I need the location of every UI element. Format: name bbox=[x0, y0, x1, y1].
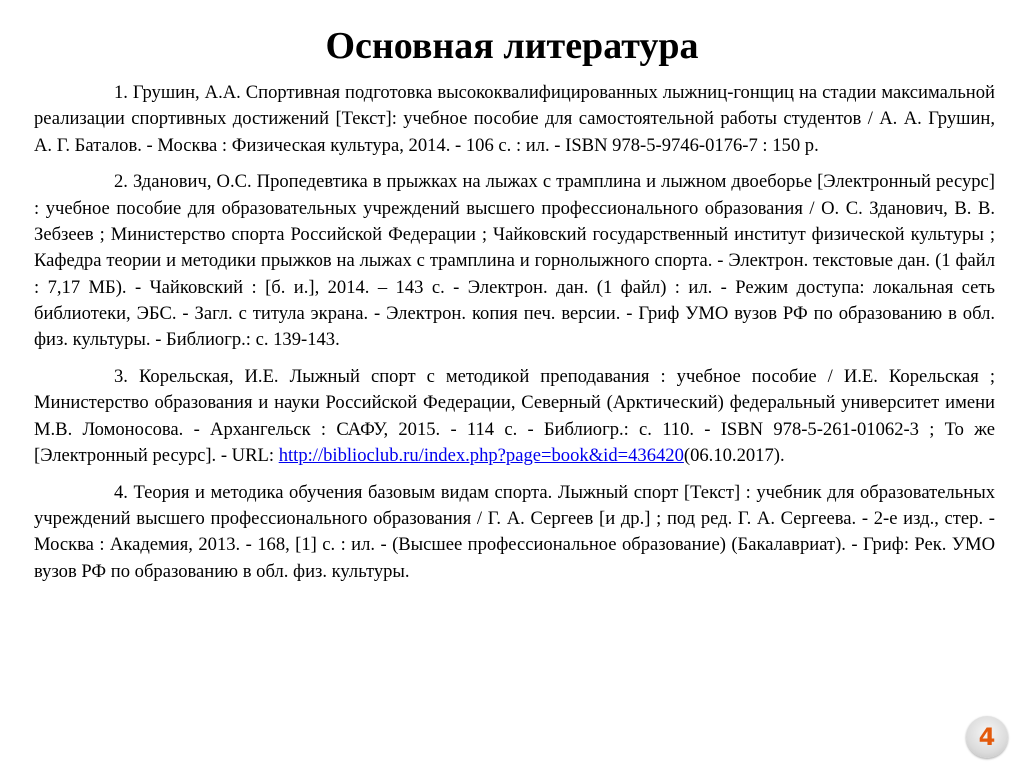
page-number-badge bbox=[966, 716, 1008, 758]
reference-text: 4. Теория и методика обучения базовым видам спорта. Лыжный спорт [Текст] : учебник для образовательных учреждений высшего профессионального образования / Г. А. Сергеев [и др.] ; под ред. Г. А. Сергеева. - 2-е изд., стер. - Москва : Академия, 2013. - 168, [1] с. : ил. - (Высшее профессиональное образование) (Бакалавриат). - Гриф: Рек. УМО вузов РФ по образованию в обл. физ. культуры. bbox=[34, 481, 995, 582]
slide-title: Основная литература bbox=[325, 25, 699, 67]
page-number: 4 bbox=[978, 723, 996, 751]
reference-item-1 bbox=[34, 80, 995, 159]
reference-access-date: (06.10.2017). bbox=[683, 444, 785, 466]
reference-list bbox=[34, 80, 995, 595]
reference-text: 3. Корельская, И.Е. Лыжный спорт с методикой преподавания : учебное пособие / И.Е. Корельская ; Министерство образования и науки Российской Федерации, Северный (Арктический) федеральный университет имени М.В. Ломоносова. - Архангельск : САФУ, 2015. - 114 с. - Библиогр.: с. 110. - ISBN 978-5-261-01062-3 ; То же [Электронный ресурс]. - URL: bbox=[34, 365, 995, 466]
reference-item-3 bbox=[34, 364, 995, 469]
reference-item-4 bbox=[34, 480, 995, 585]
reference-item-2 bbox=[34, 169, 995, 353]
reference-url-link[interactable]: http://biblioclub.ru/index.php?page=book&id=436420 bbox=[278, 444, 684, 466]
reference-text: 2. Зданович, О.С. Пропедевтика в прыжках на лыжах с трамплина и лыжном двоеборье [Электронный ресурс] : учебное пособие для образовательных учреждений высшего профессионального образования / О. С. Зданович, В. В. Зебзеев ; Министерство спорта Российской Федерации ; Чайковский государственный институт физической культуры ; Кафедра теории и методики прыжков на лыжах с трамплина и горнолыжного спорта. - Электрон. текстовые дан. (1 файл : 7,17 МБ). - Чайковский : [б. и.], 2014. – 143 с. - Электрон. дан. (1 файл) : ил. - Режим доступа: локальная сеть библиотеки, ЭБС. - Загл. с титула экрана. - Электрон. копия печ. версии. - Гриф УМО вузов РФ по образованию в обл. физ. культуры. - Библиогр.: с. 139-143. bbox=[34, 171, 995, 351]
reference-text: 1. Грушин, А.А. Спортивная подготовка высококвалифицированных лыжниц-гонщиц на стадии максимальной реализации спортивных достижений [Текст]: учебное пособие для самостоятельной работы студентов / А. А. Грушин, А. Г. Баталов. - Москва : Физическая культура, 2014. - 106 с. : ил. - ISBN 978-5-9746-0176-7 : 150 р. bbox=[34, 82, 995, 156]
